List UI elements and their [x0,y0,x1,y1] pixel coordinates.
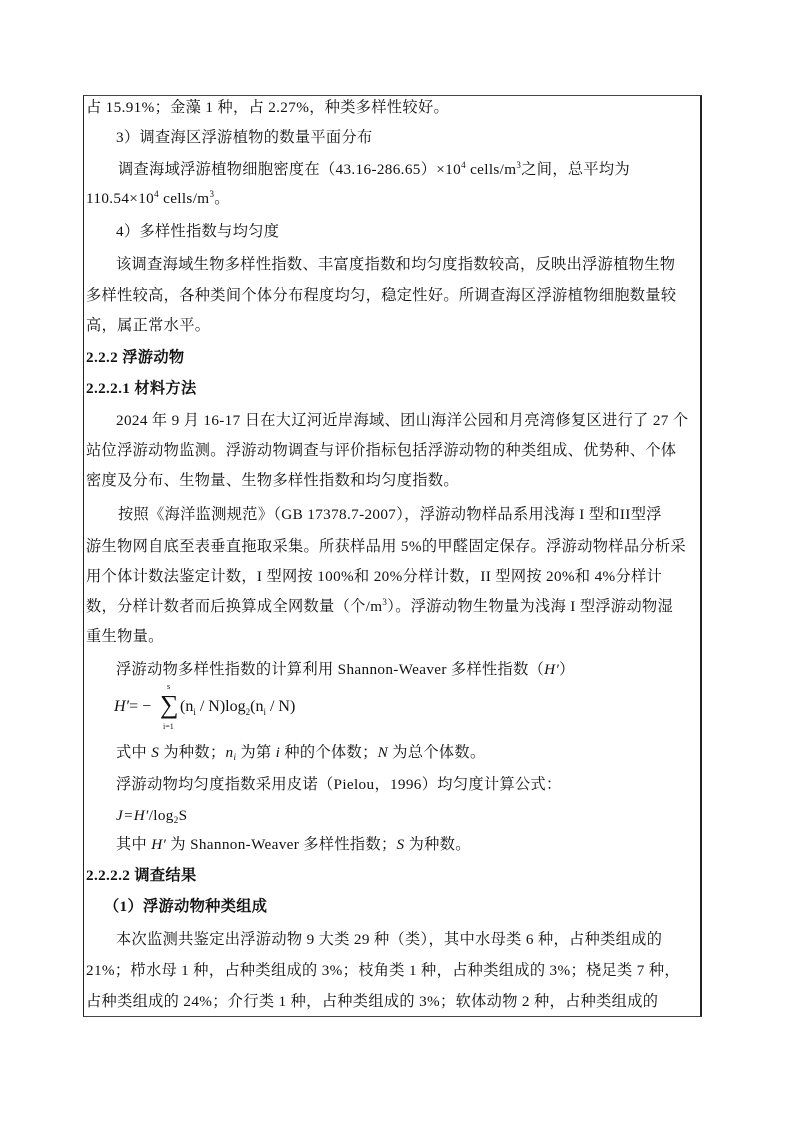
text-line: 该调查海域生物多样性指数、丰富度指数和均匀度指数较高，反映出浮游植物生物 [116,256,676,273]
text-line: 占 15.91%；金藻 1 种，占 2.27%，种类多样性较好。 [86,99,450,116]
summation-symbol: ∑ [160,690,179,719]
section-heading-2-2-2-1: 2.2.2.1 材料方法 [86,380,197,397]
text-span: / N) [265,698,296,715]
superscript: 4 [154,189,159,199]
text-line: 用个体计数法鉴定计数，I 型网按 100%和 20%分样计数，II 型网按 20%和 4%分样计 [86,568,663,585]
text-span: 其中 [116,836,152,853]
text-span: /log [148,807,174,824]
sum-upper-limit: s [167,682,171,691]
text-line [118,160,730,180]
italic-symbol: n [225,744,234,761]
italic-symbol: S [151,744,160,761]
italic-symbol: i [275,744,281,761]
italic-symbol: N [377,744,389,761]
text-line [116,743,728,763]
formula-lhs [114,698,151,716]
superscript: 3 [516,160,522,170]
text-span: 为种数。 [404,836,471,853]
text-span: ）。浮游动物生物量为浅海 I 型浮游动物湿 [387,598,674,615]
section-heading-2-2-2: 2.2.2 浮游动物 [86,349,185,366]
subheading-species-composition: （1）浮游动物种类组成 [104,898,268,915]
text-span: 浮游动物多样性指数的计算利用 Shannon-Weaver 多样性指数（ [116,661,545,678]
formula-equals-minus: = − [129,698,152,715]
text-span: 调查海域浮游植物细胞密度在（43.16-286.65）×10 [118,161,462,178]
italic-symbol: S [396,836,405,853]
text-span: 式中 [116,744,152,761]
evenness-formula [116,806,728,826]
text-line [86,189,698,209]
subheading-distribution: 3）调查海区浮游植物的数量平面分布 [116,129,373,146]
text-line: 占种类组成的 24%；介行类 1 种，占种类组成的 3%；软体动物 2 种，占种类组成的 [86,993,659,1010]
superscript: 3 [209,189,215,199]
text-span: (n [250,698,264,715]
text-line: 游生物网自底至表垂直拖取采集。所获样品用 5%的甲醛固定保存。浮游动物样品分析采 [86,538,686,555]
text-line: 本次监测共鉴定出浮游动物 9 大类 29 种（类），其中水母类 6 种，占种类组成的 [116,931,663,948]
text-span: / N)log [195,698,246,715]
text-span: 之间，总平均为 [521,161,631,178]
shannon-weaver-formula [114,682,374,738]
text-span: cells/m [158,190,210,207]
text-span: ） [559,661,575,678]
text-line [116,660,728,680]
subheading-diversity: 4）多样性指数与均匀度 [116,223,280,240]
subscript: 2 [245,707,251,717]
text-span: S [178,807,188,824]
text-line: 浮游动物均匀度指数采用皮诺（Pielou，1996）均匀度计算公式： [116,776,562,793]
text-line: 2024 年 9 月 16-17 日在大辽河近岸海域、团山海洋公园和月亮湾修复区进行了 27 个 [116,412,689,429]
text-line [116,835,728,855]
sum-lower-limit: i=1 [163,722,174,731]
text-line: 高，属正常水平。 [86,317,211,334]
italic-symbol: H′ [544,661,560,678]
text-line: 站位浮游动物监测。浮游动物调查与评价指标包括浮游动物的种类组成、优势种、个体 [86,442,677,459]
text-span: 为第 [236,744,276,761]
text-span: 110.54×10 [86,190,155,207]
text-line: 多样性较高，各种类间个体分布程度均匀，稳定性好。所调查海区浮游植物细胞数量较 [86,287,677,304]
text-span: 为总个体数。 [388,744,486,761]
superscript: 3 [382,597,388,607]
formula-rhs [180,698,295,716]
text-line: 密度及分布、生物量、生物多样性指数和均匀度指数。 [86,472,459,489]
superscript: 4 [461,160,466,170]
text-span: cells/m [465,161,517,178]
text-line: 重生物量。 [86,628,164,645]
text-span: (n [180,698,194,715]
text-line [86,597,698,617]
text-span: 数，分样计数者而后换算成全网数量（个/m [86,598,383,615]
subscript: i [193,707,196,717]
formula-h-prime: H′ [114,698,130,715]
text-span: 为 Shannon-Weaver 多样性指数； [166,836,397,853]
subscript: 2 [173,815,179,825]
subscript: i [263,707,266,717]
italic-symbol: H′ [151,836,167,853]
text-span: 为种数； [159,744,226,761]
section-heading-2-2-2-2: 2.2.2.2 调查结果 [86,867,197,884]
text-span: 种的个体数； [280,744,378,761]
text-line: 21%；栉水母 1 种，占种类组成的 3%；枝角类 1 种，占种类组成的 3%；桡足类 7 种， [86,962,680,979]
text-span: 。 [214,190,230,207]
text-line: 按照《海洋监测规范》（GB 17378.7-2007），浮游动物样品系用浅海 I 型和II型浮 [118,506,662,523]
italic-symbol: J=H′ [116,807,149,824]
subscript: i [233,752,237,762]
